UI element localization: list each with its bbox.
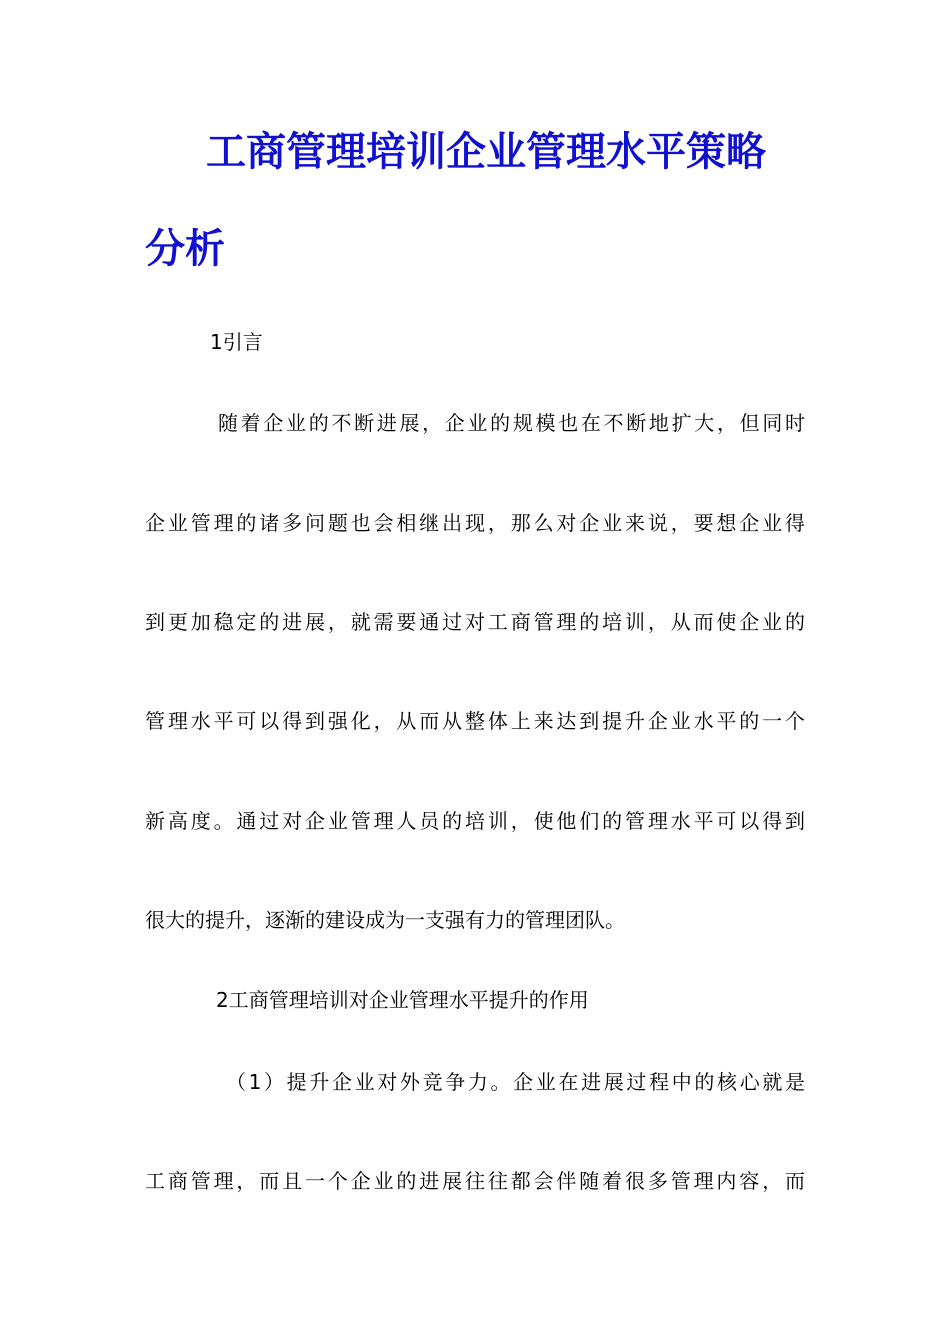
document-title-line-2: 分析 [145,225,225,272]
paragraph-1-line-1: 随着企业的不断进展，企业的规模也在不断地扩大，但同时 [218,411,805,435]
section-2-heading: 2工商管理培训对企业管理水平提升的作用 [216,988,589,1012]
paragraph-1-line-3: 到更加稳定的进展，就需要通过对工商管理的培训，从而使企业的 [145,610,805,634]
section-1-heading: 1引言 [210,330,263,354]
paragraph-2-line-2: 工商管理，而且一个企业的进展往往都会伴随着很多管理内容，而 [145,1169,805,1193]
document-title-line-1: 工商管理培训企业管理水平策略 [206,128,766,175]
paragraph-1-line-4: 管理水平可以得到强化，从而从整体上来达到提升企业水平的一个 [145,709,805,733]
paragraph-1-line-6: 很大的提升，逐渐的建设成为一支强有力的管理团队。 [145,908,625,932]
paragraph-1-line-2: 企业管理的诸多问题也会相继出现，那么对企业来说，要想企业得 [145,511,805,535]
paragraph-1-line-5: 新高度。通过对企业管理人员的培训，使他们的管理水平可以得到 [145,809,805,833]
paragraph-2-line-1: （1）提升企业对外竞争力。企业在进展过程中的核心就是 [226,1070,805,1094]
